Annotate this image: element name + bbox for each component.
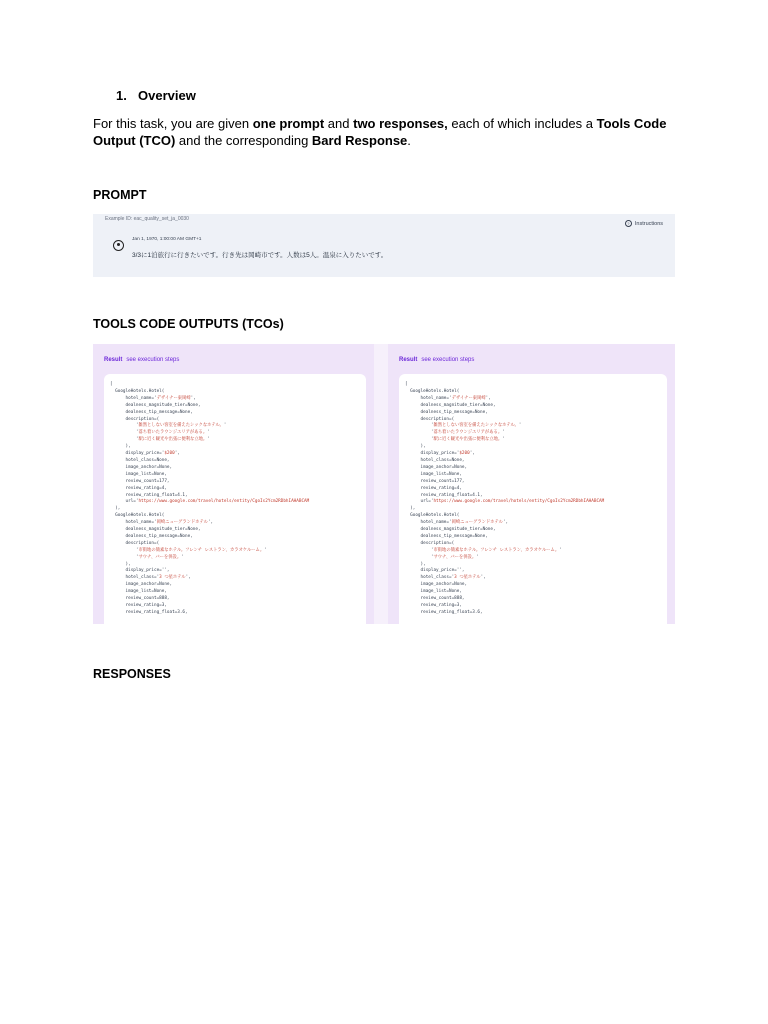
code-string: 雑然としない客室を備えたシックなホテル。 (433, 423, 519, 429)
code-text: dealness_magnitude_tier=None, (405, 402, 496, 408)
code-text: url=' (110, 499, 139, 505)
code-text: ' (110, 554, 139, 560)
code-line (405, 555, 479, 560)
code-line (110, 603, 167, 608)
code-text: hotel_name=' (405, 395, 452, 401)
code-card (399, 374, 667, 624)
code-text: review_count=888, (405, 596, 465, 602)
prompt-timestamp: Jan 1, 1970, 1:00:00 AM GMT+1 (132, 237, 202, 242)
code-line (405, 465, 467, 470)
code-line (405, 410, 488, 415)
code-line (405, 493, 483, 498)
code-text: review_count=177, (405, 478, 465, 484)
code-line (110, 527, 201, 532)
code-text: description=( (405, 540, 455, 546)
code-text: hotel_class=' (110, 575, 160, 581)
code-line (405, 582, 467, 587)
code-text: ' (559, 547, 562, 553)
code-text: image_anchor=None, (405, 464, 468, 470)
code-line (110, 548, 267, 553)
code-line (110, 562, 131, 567)
code-text: ' (110, 430, 139, 436)
code-text: [ (110, 382, 113, 387)
code-string: https://www.google.com/travel/hotels/entity/CgoIs2Ycm2RDbhIAHABCAM (433, 499, 605, 505)
code-line (110, 589, 167, 594)
code-line (110, 417, 159, 422)
code-line (405, 396, 491, 401)
code-line (405, 575, 486, 580)
code-line (110, 472, 167, 477)
code-text: hotel_name=' (405, 520, 452, 526)
code-text: review_rating=4, (405, 485, 462, 491)
code-text: ' (223, 423, 227, 429)
code-line (405, 520, 508, 525)
code-line (110, 555, 184, 560)
code-text: image_anchor=None, (110, 464, 173, 470)
code-line (405, 603, 462, 608)
code-line (110, 479, 170, 484)
overview-title: Overview (138, 88, 196, 103)
code-line (405, 423, 521, 428)
code-text: ', (185, 575, 191, 581)
panel-divider (374, 344, 388, 624)
code-text: ', (480, 575, 486, 581)
code-string: サウナ、バーを併設。 (138, 554, 182, 560)
code-string: 落ち着いたラウンジエリアがある。 (138, 430, 208, 436)
code-text: review_rating_float=3.6, (405, 609, 483, 615)
tool-code-output (405, 382, 667, 617)
code-text: review_count=177, (110, 478, 170, 484)
prompt-screenshot (93, 214, 675, 277)
code-text: image_list=None, (110, 471, 167, 477)
code-text: ' (110, 547, 139, 553)
prompt-text: 3/3に1泊旅行に行きたいです。行き先は岡崎市です。人数は5人。温泉に入りたいです。 (132, 252, 388, 259)
code-text: dealness_tip_message=None, (110, 533, 193, 539)
code-text: display_price='', (405, 568, 465, 574)
code-line (405, 382, 408, 387)
code-string: 駅に近く観光や出張に便利な立地。 (433, 437, 503, 443)
code-text: image_anchor=None, (110, 582, 173, 588)
intro-paragraph (93, 115, 683, 149)
code-text: ' (207, 430, 210, 436)
code-text: dealness_tip_message=None, (405, 533, 488, 539)
code-text: ' (476, 554, 479, 560)
code-line (405, 534, 488, 539)
code-line (110, 506, 120, 511)
code-line (110, 575, 191, 580)
intro-text: and the corresponding (175, 133, 312, 148)
code-line (405, 596, 465, 601)
intro-text: each of which includes a (447, 116, 597, 131)
code-text: hotel_name=' (110, 395, 157, 401)
code-text: description=( (110, 416, 160, 422)
code-line (110, 437, 210, 442)
code-string: 駅に近く観光や出張に便利な立地。 (138, 437, 208, 443)
code-text: ' (518, 423, 522, 429)
code-text: ' (110, 437, 139, 443)
see-execution-steps-link[interactable]: see execution steps (126, 357, 180, 363)
code-text: image_list=None, (110, 589, 167, 595)
code-text: [ (405, 382, 408, 387)
code-string: 雑然としない客室を備えたシックなホテル。 (138, 423, 224, 429)
example-id: Example ID: eac_quality_set_ja_0030 (105, 216, 189, 222)
code-text: ), (110, 561, 131, 567)
code-string: サウナ、バーを併設。 (433, 554, 477, 560)
code-line (110, 513, 164, 518)
code-line (110, 451, 180, 456)
code-line (110, 568, 170, 573)
see-execution-steps-link[interactable]: see execution steps (421, 357, 475, 363)
code-text: ', (207, 520, 214, 526)
code-text: display_price=' (405, 451, 460, 457)
code-line (405, 506, 415, 511)
code-line (110, 610, 188, 615)
code-text: description=( (110, 540, 160, 546)
code-text: ), (110, 506, 121, 512)
code-text: image_anchor=None, (405, 582, 468, 588)
code-string: デザイナー東岡崎 (156, 395, 191, 401)
code-text: display_price=' (110, 451, 165, 457)
code-line (110, 396, 196, 401)
code-line (405, 513, 459, 518)
code-line (405, 479, 465, 484)
code-string: 落ち着いたラウンジエリアがある。 (433, 430, 503, 436)
code-text: ), (405, 561, 426, 567)
code-line (110, 582, 172, 587)
instructions-label: Instructions (634, 220, 663, 227)
code-line (110, 458, 170, 463)
code-text: ' (207, 437, 210, 443)
result-label: Result see execution steps (104, 357, 180, 363)
code-text: ', (485, 395, 491, 401)
code-line (110, 382, 113, 387)
code-text: dealness_magnitude_tier=None, (405, 527, 496, 533)
code-line (405, 527, 496, 532)
code-text: GoogleHotels.Hotel( (405, 513, 460, 519)
code-text: display_price='', (110, 568, 170, 574)
code-line (405, 458, 465, 463)
code-text: review_rating_float=4.1, (110, 492, 188, 498)
code-line (405, 389, 459, 394)
code-line (110, 430, 210, 435)
code-text: ' (502, 437, 505, 443)
tco-panel-left (93, 344, 374, 624)
code-string: 岡崎ニューグランドホテル (451, 520, 503, 526)
code-line (405, 568, 465, 573)
prompt-heading: PROMPT (93, 188, 147, 202)
code-string: 市街地の簡素なホテル。フレンチ レストラン、カラオケルーム。 (138, 547, 265, 553)
responses-heading: RESPONSES (93, 667, 171, 681)
intro-text: For this task, you are given (93, 116, 253, 131)
code-text: ), (405, 444, 426, 450)
result-label: Result see execution steps (399, 357, 475, 363)
code-text: ), (110, 444, 131, 450)
code-line (405, 417, 454, 422)
code-line (405, 610, 483, 615)
code-line (405, 430, 505, 435)
code-line (110, 499, 309, 504)
code-line (110, 541, 159, 546)
code-text: ' (181, 554, 184, 560)
code-text: ' (405, 547, 434, 553)
code-string: https://www.google.com/travel/hotels/entity/CgoIs2Ycm2RDbhIAHABCAM (138, 499, 310, 505)
code-string: デザイナー東岡崎 (451, 395, 486, 401)
code-line (405, 541, 454, 546)
code-text: description=( (405, 416, 455, 422)
help-icon: ? (625, 220, 632, 227)
tco-heading: TOOLS CODE OUTPUTS (TCOs) (93, 317, 284, 331)
code-string: 3 つ星ホテル (159, 575, 186, 581)
intro-text: and (324, 116, 354, 131)
code-line (110, 389, 164, 394)
code-line (405, 472, 462, 477)
code-text: review_rating=3, (110, 603, 167, 608)
code-string: 3 つ星ホテル (454, 575, 481, 581)
code-line (405, 451, 475, 456)
code-line (405, 548, 562, 553)
overview-heading (116, 88, 196, 103)
overview-number: 1. (116, 88, 127, 103)
code-text: dealness_magnitude_tier=None, (110, 527, 201, 533)
code-line (405, 499, 604, 504)
code-string: $200 (459, 451, 470, 457)
code-text: dealness_magnitude_tier=None, (110, 402, 201, 408)
intro-bold-text: Bard Response (311, 133, 408, 148)
code-text: hotel_class=None, (405, 457, 465, 463)
code-text: review_rating=4, (110, 485, 167, 491)
tool-code-output (110, 382, 366, 617)
code-line (110, 410, 193, 415)
code-line (110, 534, 193, 539)
tco-panel-right (388, 344, 675, 624)
code-line (405, 437, 505, 442)
code-text: GoogleHotels.Hotel( (110, 513, 165, 519)
code-string: 市街地の簡素なホテル。フレンチ レストラン、カラオケルーム。 (433, 547, 560, 553)
code-text: dealness_tip_message=None, (110, 409, 193, 415)
code-text: image_list=None, (405, 589, 462, 595)
code-text: url=' (405, 499, 434, 505)
code-text: ', (174, 451, 180, 457)
code-line (405, 486, 462, 491)
code-line (110, 596, 170, 601)
instructions-button[interactable] (625, 220, 663, 227)
code-text: review_rating=3, (405, 603, 462, 608)
code-line (405, 562, 426, 567)
code-text: ', (502, 520, 509, 526)
code-text: hotel_class=None, (110, 457, 170, 463)
code-line (110, 520, 213, 525)
code-text: ' (405, 430, 434, 436)
code-text: image_list=None, (405, 471, 462, 477)
user-avatar-icon (113, 240, 124, 251)
intro-bold-text: one prompt (252, 116, 325, 131)
code-text: GoogleHotels.Hotel( (405, 388, 460, 394)
code-text: ', (190, 395, 196, 401)
code-card (104, 374, 366, 624)
code-text: ), (405, 506, 416, 512)
code-line (405, 589, 462, 594)
code-text: ', (469, 451, 475, 457)
code-text: review_rating_float=3.6, (110, 609, 188, 615)
code-string: 岡崎ニューグランドホテル (156, 520, 208, 526)
code-text: hotel_name=' (110, 520, 157, 526)
code-text: GoogleHotels.Hotel( (110, 388, 165, 394)
code-text: ' (405, 554, 434, 560)
code-text: review_rating_float=4.1, (405, 492, 483, 498)
code-text: ' (405, 437, 434, 443)
code-line (110, 465, 172, 470)
intro-bold-text: two responses, (353, 116, 448, 131)
code-line (110, 444, 131, 449)
code-text: dealness_tip_message=None, (405, 409, 488, 415)
code-line (405, 444, 426, 449)
code-line (110, 486, 167, 491)
code-text: ' (264, 547, 267, 553)
intro-bold-text: Tools Code Output (TCO) (93, 116, 667, 148)
code-line (110, 423, 226, 428)
code-text: ' (502, 430, 505, 436)
code-line (110, 493, 188, 498)
code-line (405, 403, 496, 408)
code-string: $200 (164, 451, 175, 457)
code-line (110, 403, 201, 408)
intro-text: . (407, 133, 411, 148)
code-text: hotel_class=' (405, 575, 455, 581)
code-text: review_count=888, (110, 596, 170, 602)
code-text: ' (110, 423, 139, 429)
code-text: ' (405, 423, 434, 429)
